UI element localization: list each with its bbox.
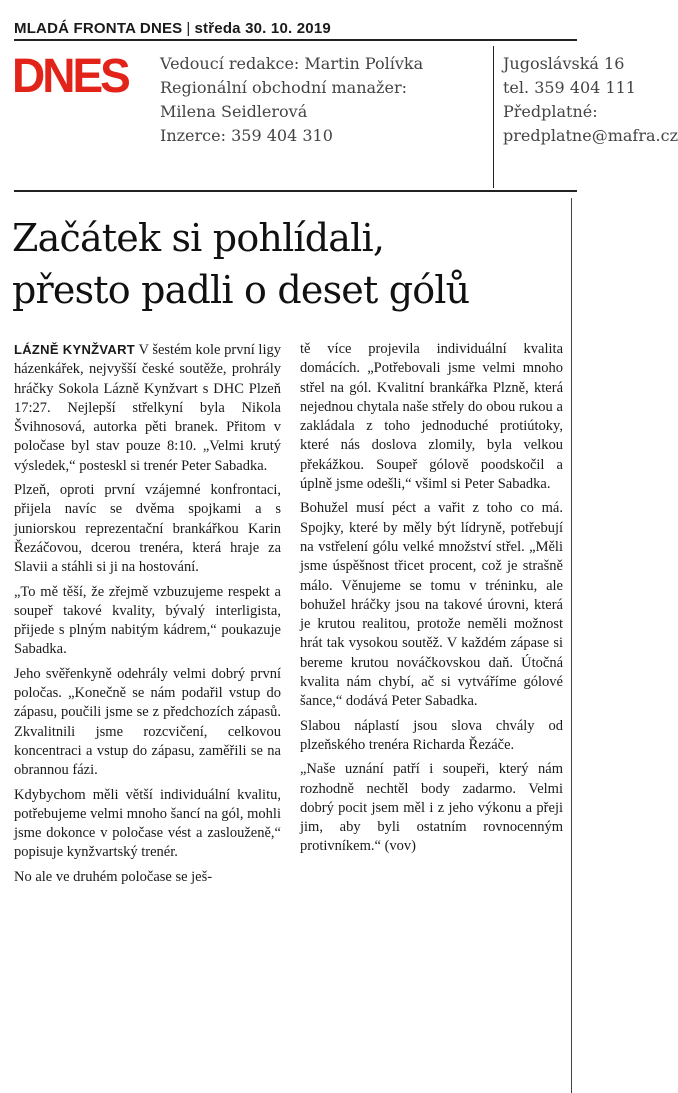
column-edge-rule [571,198,572,1093]
paragraph: tě více projevila individuální kvalita domácích. „Potřebovali jsme velmi mnoho střel na gól. Kvalitní brankářka Plzně, která nejednou chytala naše střely do obou rukou a zakládala z toho jednoduché protiútoky, které nás doslova zlomily, byla velkou překážkou. Soupeř gólově poodskočil a úplně jsme odešli,“ všiml si Peter Sabadka. [300,341,563,493]
article-headline [12,212,572,316]
headline-line-2: přesto padli o deset gólů [12,268,470,312]
article-column-1 [14,340,281,892]
paragraph: Bohužel musí péct a vařit z toho co má. Spojky, které by měly být lídryně, potřebují na vstřelení gólu velké množství střel. „Měli jsme úspěšnost třicet procent, což je strašně málo. Věnujeme se tomu v tréninku, ale bohužel hráčky jsou na takové úrovni, která je krutou realitou, protože neměli možnost hrát tak vysokou soutěž. V každém zápase si bereme krutou nováčkovskou daň. Útočná kvalita nám chybí, ač si vytváříme gólové šance,“ dodává Peter Sabadka. [300,500,563,710]
paragraph: Plzeň, oproti první vzájemné konfrontaci, přijela navíc se dvěma spojkami a s juniorskou reprezentační brankářkou Karin Řezáčovou, dcerou trenéra, která hraje za Slavii a stáhli si ji na hostování. [14,482,281,576]
contact-line: Inzerce: 359 404 310 [160,126,333,145]
paragraph [14,340,281,476]
contacts-block-right [503,52,678,148]
contact-line: Milena Seidlerová [160,102,308,121]
contact-line: tel. 359 404 111 [503,78,636,97]
headline-line-1: Začátek si pohlídali, [12,216,385,260]
paragraph: Slabou náplastí jsou slova chvály od plzeňského trenéra Richarda Řezáče. [300,717,563,753]
contact-line: Předplatné: [503,102,598,121]
contact-line: Jugoslávská 16 [503,54,625,73]
separator: | [186,20,191,37]
top-rule [14,39,577,41]
paragraph: „To mě těší, že zřejmě vzbuzujeme respekt a soupeř takové kvality, bývalý interligista, přijede s plným nabitým kádrem,“ poukazuje Sabadka. [14,583,281,658]
paragraph: No ale ve druhém poločase se ješ- [14,868,213,885]
contact-line: Regionální obchodní manažer: [160,78,407,97]
contact-line: Vedoucí redakce: Martin Polívka [160,54,424,73]
paragraph: „Naše uznání patří i soupeři, který nám rozhodně nechtěl body zadarmo. Velmi dobrý pocit jsem měl i z jeho výkonu a přeji jim, aby byli ostatním rovnocenným protivníkem.“ (vov) [300,761,563,855]
issue-date: středa 30. 10. 2019 [194,20,331,37]
contact-line: predplatne@mafra.cz [503,126,678,145]
dateline: LÁZNĚ KYNŽVART [14,342,136,357]
paragraph: Jeho svěřenkyně odehrály velmi dobrý první poločas. „Konečně se nám podařil vstup do zápasu, poučili jsme se z předchozích zápasů. Zkvalitnili jsme rozcvičení, celkovou koncentraci a vstup do zápasu, zaměřili se na obrannou fázi. [14,665,281,779]
paragraph: Kdybychom měli větší individuální kvalitu, potřebujeme velmi mnoho šancí na gól, mohli jsme dokonce v poločase vést a zaslouženě,“ popisuje kynžvartský trenér. [14,786,281,861]
header-bottom-rule [14,190,577,192]
dnes-logo: DNES [12,47,128,103]
masthead-bar [14,20,331,37]
contacts-block [160,52,423,148]
article-column-2 [300,340,563,862]
contacts-divider [493,46,494,188]
publication-name: MLADÁ FRONTA DNES [14,20,183,37]
paragraph-text: V šestém kole první ligy házenkářek, nejvyšší české soutěže, prohrály hráčky Sokola Lázně Kynžvart s DHC Plzeň 17:27. Nejlepší střelkyní byla Nikola Švihnosová, autorka pěti branek. Přitom v poločase byl stav pouze 8:10. „Velmi krutý výsledek,“ posteskl si trenér Peter Sabadka. [14,342,281,474]
